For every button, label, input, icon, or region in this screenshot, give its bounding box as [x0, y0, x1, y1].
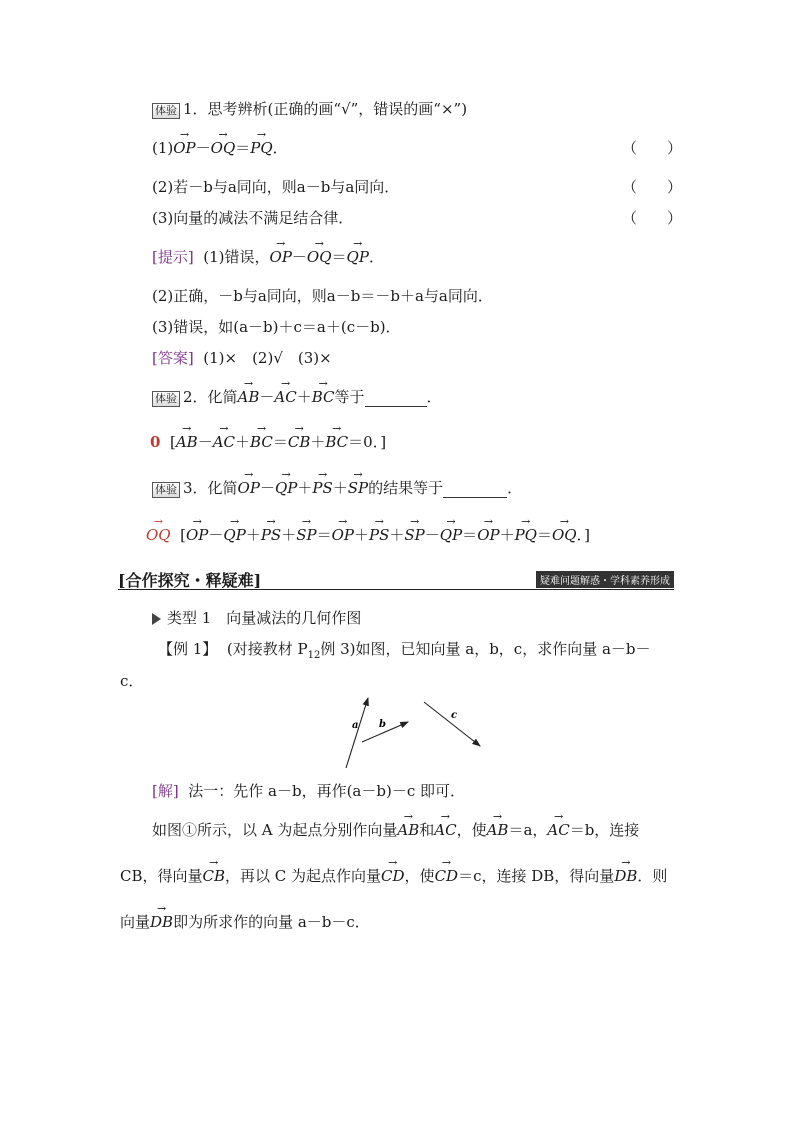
q2-answer-num: 0: [150, 433, 161, 451]
example-line: 【例 1】 (对接教材 $P_{12}$例 3)如图，已知向量 a，b，c，求作向量 a－b－: [158, 640, 651, 661]
q1-title: 1．思考辨析(正确的画“√”，错误的画“×”): [183, 100, 468, 118]
section-title: [合作探究・释疑难]: [118, 571, 262, 590]
solution-para-3: 向量→ DB即为所求作的向量 a－b－c．: [120, 911, 370, 932]
q3-line: 体验 3．化简→ OP－→ QP＋→ PS＋→ SP的结果等于 ．: [152, 477, 522, 498]
vector-c-line: [424, 702, 480, 746]
vector-b-label: b: [379, 719, 386, 730]
q1-item-2: (2)若－b与a同向，则a－b与a同向．: [152, 178, 400, 196]
play-triangle-icon: [152, 613, 161, 625]
solution-para-1: 如图①所示，以 A 为起点分别作向量→ AB和→ AC，使→ AB＝a，→ AC＝b，连接: [152, 819, 639, 840]
hint-label: [提示]: [152, 248, 194, 266]
vector-c-label: c: [451, 710, 458, 721]
answer-line: [答案] (1)× (2)√ (3)×: [152, 349, 332, 367]
vector-figure: [330, 690, 500, 772]
q2-line: 体验 2．化简→ AB－→ AC＋→ BC等于 ．: [152, 386, 442, 407]
type1-heading: 类型 1 向量减法的几何作图: [152, 607, 361, 628]
q1-item-3-paren: （ ）: [622, 209, 683, 227]
q1-item-1: (1)→ OP－→ OQ＝→ PQ．: [152, 137, 288, 158]
q2-answer: 0 [→ AB－→ AC＋→ BC＝→ CB＋→ BC＝0．]: [150, 431, 386, 452]
vector-a-line: [346, 698, 368, 768]
solution-para-2: CB，得向量→ CB，再以 C 为起点作向量→ CD，使→ CD＝c，连接 DB，得向量→ DB．则: [120, 865, 667, 886]
solution-line-1: [解] 法一：先作 a－b，再作(a－b)－c 即可．: [152, 782, 465, 800]
section-bar: [118, 567, 674, 590]
solution-label: [解]: [152, 782, 179, 800]
hint-line-2: (2)正确，－b与a同向，则a－b＝－b＋a与a同向．: [152, 287, 493, 305]
q1-item-3: (3)向量的减法不满足结合律．: [152, 209, 354, 227]
q3-answer-vec: → OQ: [146, 526, 171, 544]
q3-answer: → OQ [→ OP－→ QP＋→ PS＋→ SP＝→ OP＋→ PS＋→ SP－→ QP＝→ OP＋→ PQ＝→ OQ．]: [146, 524, 590, 545]
example-line-2: c．: [120, 672, 144, 690]
hint-line-3: (3)错误，如(a－b)＋c＝a＋(c－b)．: [152, 318, 401, 336]
example-label: 【例 1】: [158, 640, 218, 658]
section-subtitle: 疑难问题解惑・学科素养形成: [536, 571, 674, 588]
q1-item-1-paren: （ ）: [622, 139, 683, 157]
tiyan-tag: 体验: [152, 103, 180, 119]
q1-item-2-paren: （ ）: [622, 178, 683, 196]
vector-a-label: a: [352, 720, 359, 731]
q1-title-line: [152, 98, 467, 119]
hint-line-1: [提示] (1)错误，→ OP－→ OQ＝→ QP．: [152, 246, 384, 267]
answer-label: [答案]: [152, 349, 194, 367]
